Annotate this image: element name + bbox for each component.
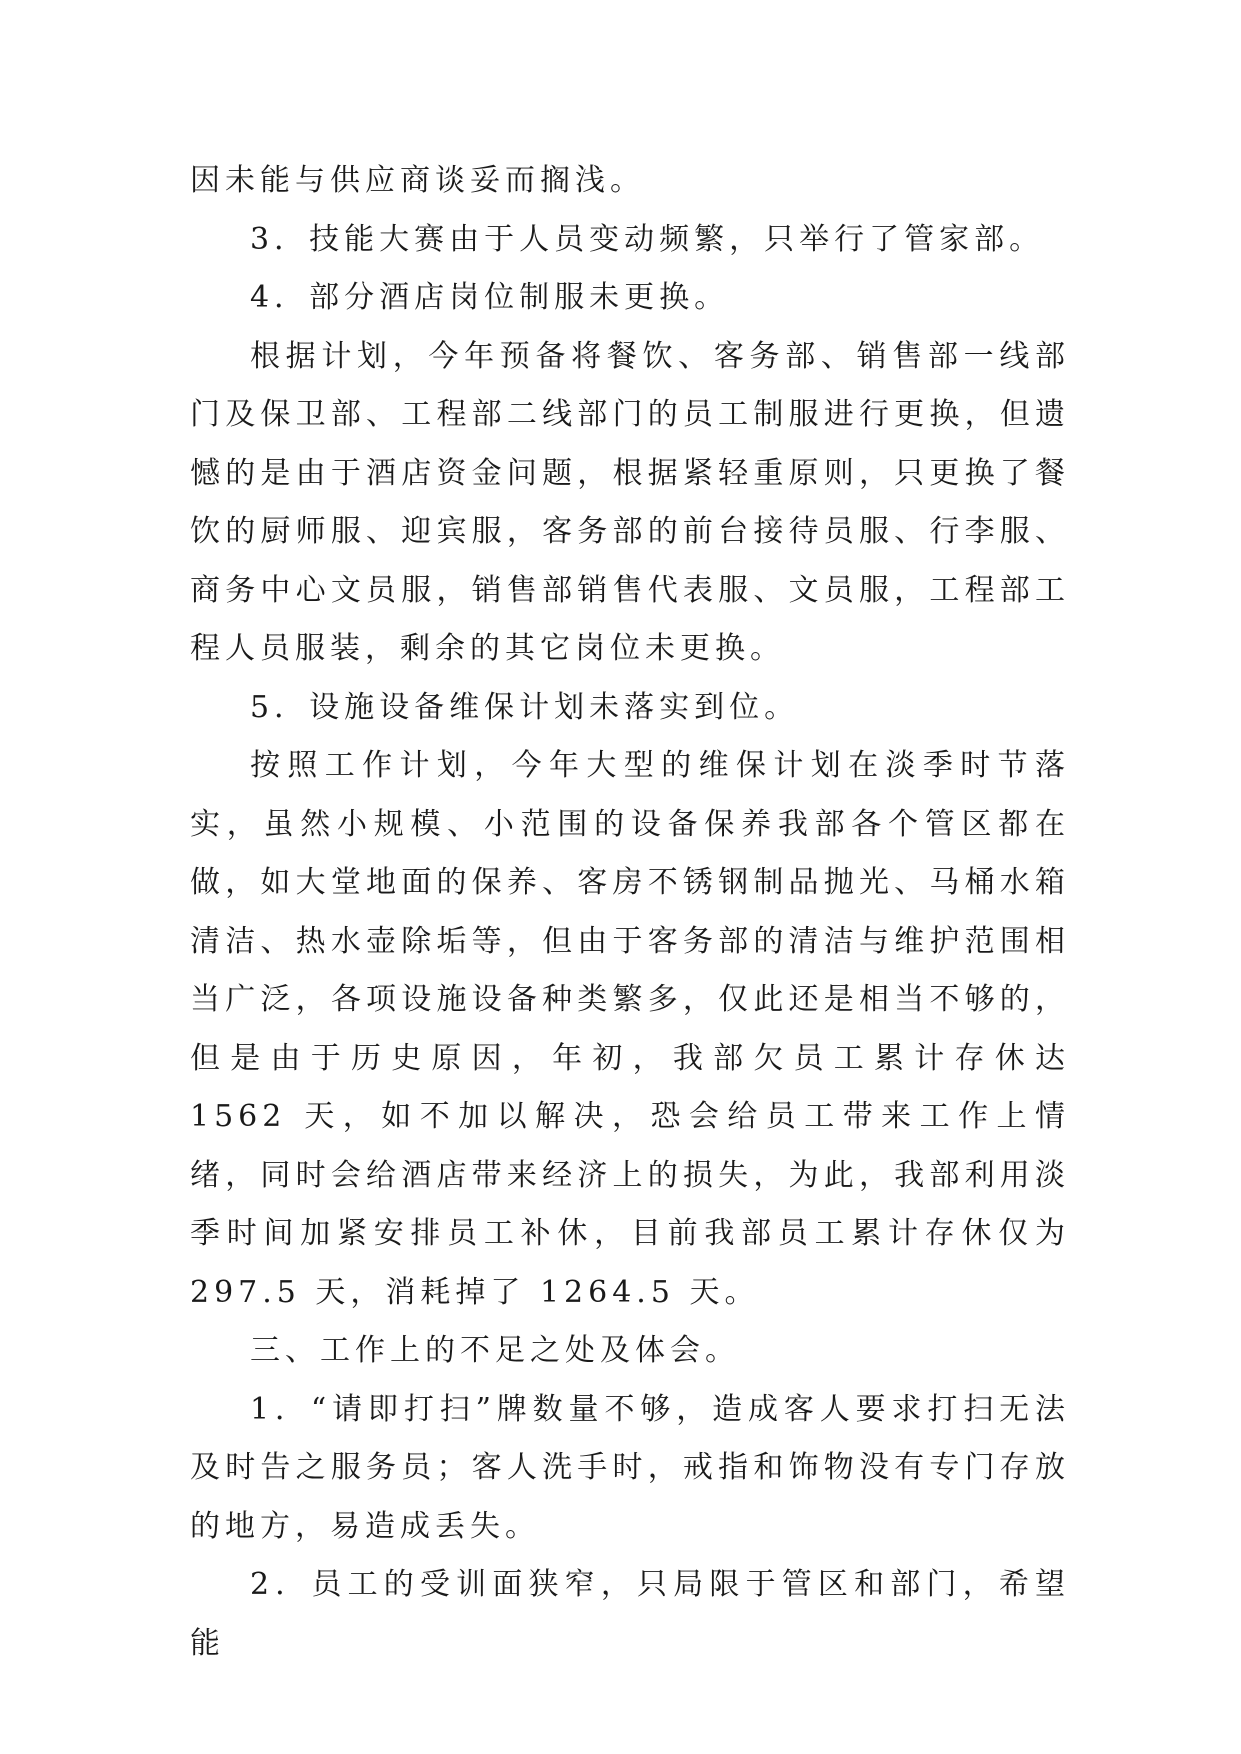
paragraph-shortcoming-2: 2．员工的受训面狭窄，只局限于管区和部门，希望能 — [190, 1567, 1070, 1661]
paragraph-item-5: 5．设施设备维保计划未落实到位。 — [250, 689, 800, 725]
paragraph-item-4: 4．部分酒店岗位制服未更换。 — [250, 280, 730, 315]
document-body — [190, 152, 1070, 1673]
section-heading-shortcomings: 三、工作上的不足之处及体会。 — [250, 1333, 740, 1368]
paragraph-uniform-plan: 根据计划，今年预备将餐饮、客务部、销售部一线部门及保卫部、工程部二线部门的员工制服进行更换，但遗憾的是由于酒店资金问题，根据紧轻重原则，只更换了餐饮的厨师服、迎宾服，客务部的前台接待员服、行李服、商务中心文员服，销售部销售代表服、文员服，工程部工程人员服装，剩余的其它岗位未更换。 — [190, 338, 1070, 666]
paragraph-item-3: 3．技能大赛由于人员变动频繁，只举行了管家部。 — [250, 221, 1045, 257]
paragraph-continuation: 因未能与供应商谈妥而搁浅。 — [190, 163, 645, 198]
paragraph-maintenance-plan: 按照工作计划，今年大型的维保计划在淡季时节落实，虽然小规模、小范围的设备保养我部各个管区都在做，如大堂地面的保养、客房不锈钢制品抛光、马桶水箱清洁、热水壶除垢等，但由于客务部的清洁与维护范围相当广泛，各项设施设备种类繁多，仅此还是相当不够的，但是由于历史原因，年初，我部欠员工累计存休达 1562 天，如不加以解决，恐会给员工带来工作上情绪，同时会给酒店带来经济上的损失，为此，我部利用淡季时间加紧安排员工补休，目前我部员工累计存休仅为 297.5 天，消耗掉了 1264.5 天。 — [190, 748, 1070, 1310]
paragraph-shortcoming-1: 1．“请即打扫”牌数量不够，造成客人要求打扫无法及时告之服务员；客人洗手时，戒指和饰物没有专门存放的地方，易造成丢失。 — [190, 1391, 1070, 1544]
